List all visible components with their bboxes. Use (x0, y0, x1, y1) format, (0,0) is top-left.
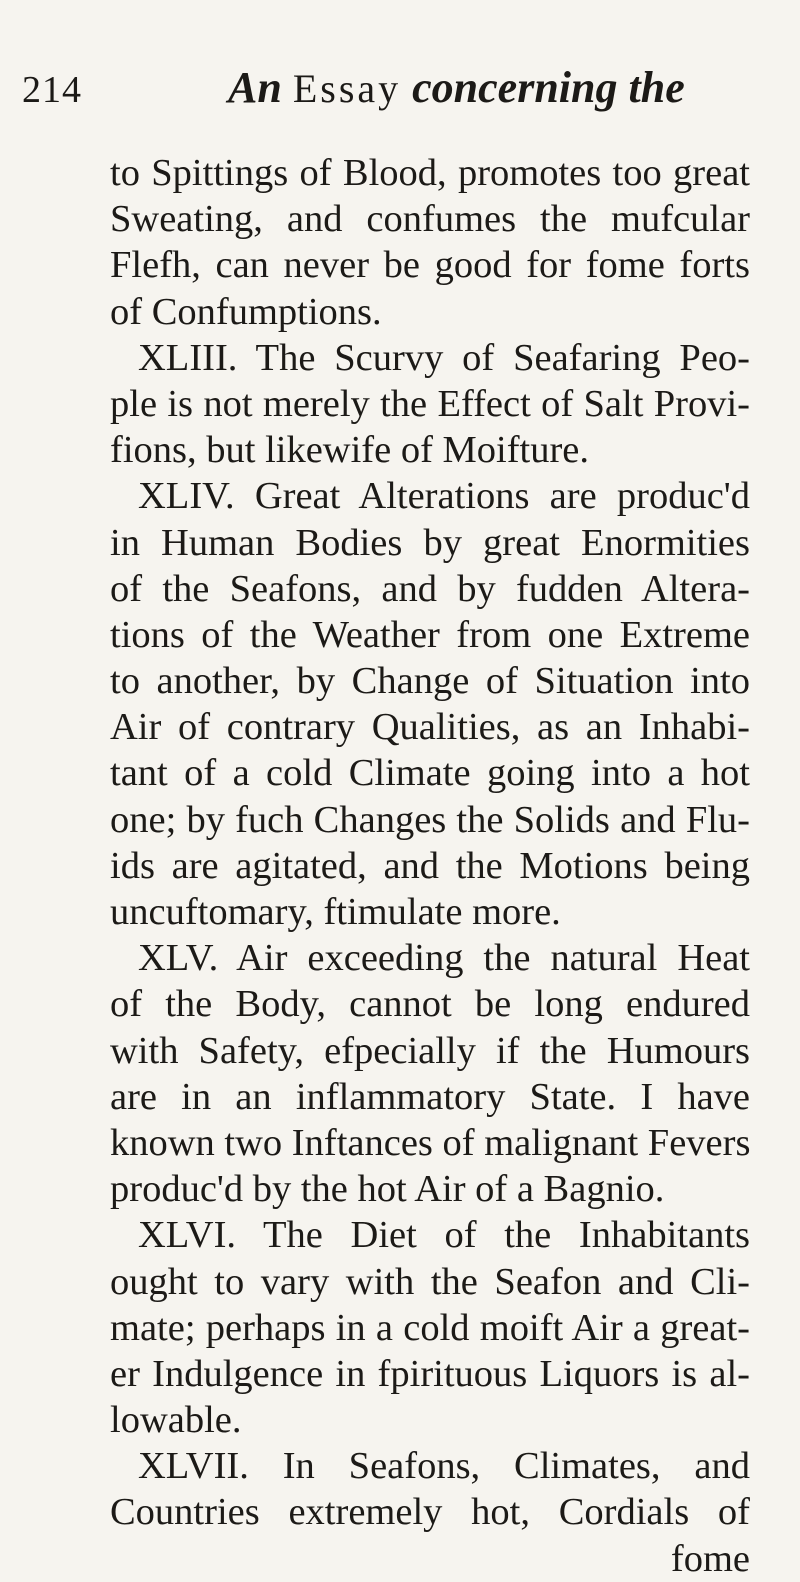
text-line: Sweating, and confumes the mufcular (110, 198, 750, 241)
text-line: of the Body, cannot be long endured (110, 983, 750, 1026)
running-head-essay: Essay (292, 66, 402, 111)
text-line: ple is not merely the Effect of Salt Provi- (110, 382, 750, 425)
text-line: Flefh, can never be good for fome forts (110, 244, 750, 287)
text-line: XLVII. In Seafons, Climates, and (138, 1445, 750, 1488)
running-head-an: An (228, 63, 282, 112)
text-line: are in an inflammatory State. I have (110, 1075, 750, 1118)
running-head (228, 62, 685, 113)
page-body (110, 150, 750, 1582)
text-line: Countries extremely hot, Cordials of (110, 1491, 750, 1534)
text-line: uncuftomary, ftimulate more. (110, 891, 561, 933)
text-line: XLIV. Great Alterations are produc'd (138, 475, 750, 518)
text-line: to another, by Change of Situation into (110, 660, 750, 703)
text-line: XLVI. The Diet of the Inhabitants (138, 1214, 750, 1257)
text-line: of Confumptions. (110, 290, 382, 333)
text-line: Air of contrary Qualities, as an Inhabi- (110, 706, 750, 749)
text-line: ought to vary with the Seafon and Cli- (110, 1260, 750, 1303)
catchword: fome (670, 1537, 750, 1580)
text-line: produc'd by the hot Air of a Bagnio. (110, 1168, 665, 1211)
text-line: ids are agitated, and the Motions being (110, 844, 750, 887)
text-line: one; by fuch Changes the Solids and Flu- (110, 798, 750, 841)
text-line: tant of a cold Climate going into a hot (110, 752, 750, 795)
text-line: er Indulgence in fpirituous Liquors is al- (110, 1352, 750, 1395)
running-head-concerning: concerning the (412, 63, 685, 112)
text-line: with Safety, efpecially if the Humours (110, 1029, 750, 1072)
text-line: tions of the Weather from one Extreme (110, 613, 750, 656)
text-line: in Human Bodies by great Enormities (110, 521, 750, 564)
text-line: lowable. (110, 1399, 242, 1442)
text-line: of the Seafons, and by fudden Altera- (110, 567, 750, 610)
page-header (0, 62, 800, 122)
text-line: mate; perhaps in a cold moift Air a great- (110, 1306, 750, 1349)
text-line: XLV. Air exceeding the natural Heat (138, 937, 750, 980)
text-line: XLIII. The Scurvy of Seafaring Peo- (138, 336, 750, 379)
page-number: 214 (22, 69, 82, 111)
text-line: known two Inftances of malignant Fevers (110, 1121, 751, 1164)
text-line: fions, but likewife of Moifture. (110, 429, 590, 472)
text-line: to Spittings of Blood, promotes too great (110, 152, 750, 194)
